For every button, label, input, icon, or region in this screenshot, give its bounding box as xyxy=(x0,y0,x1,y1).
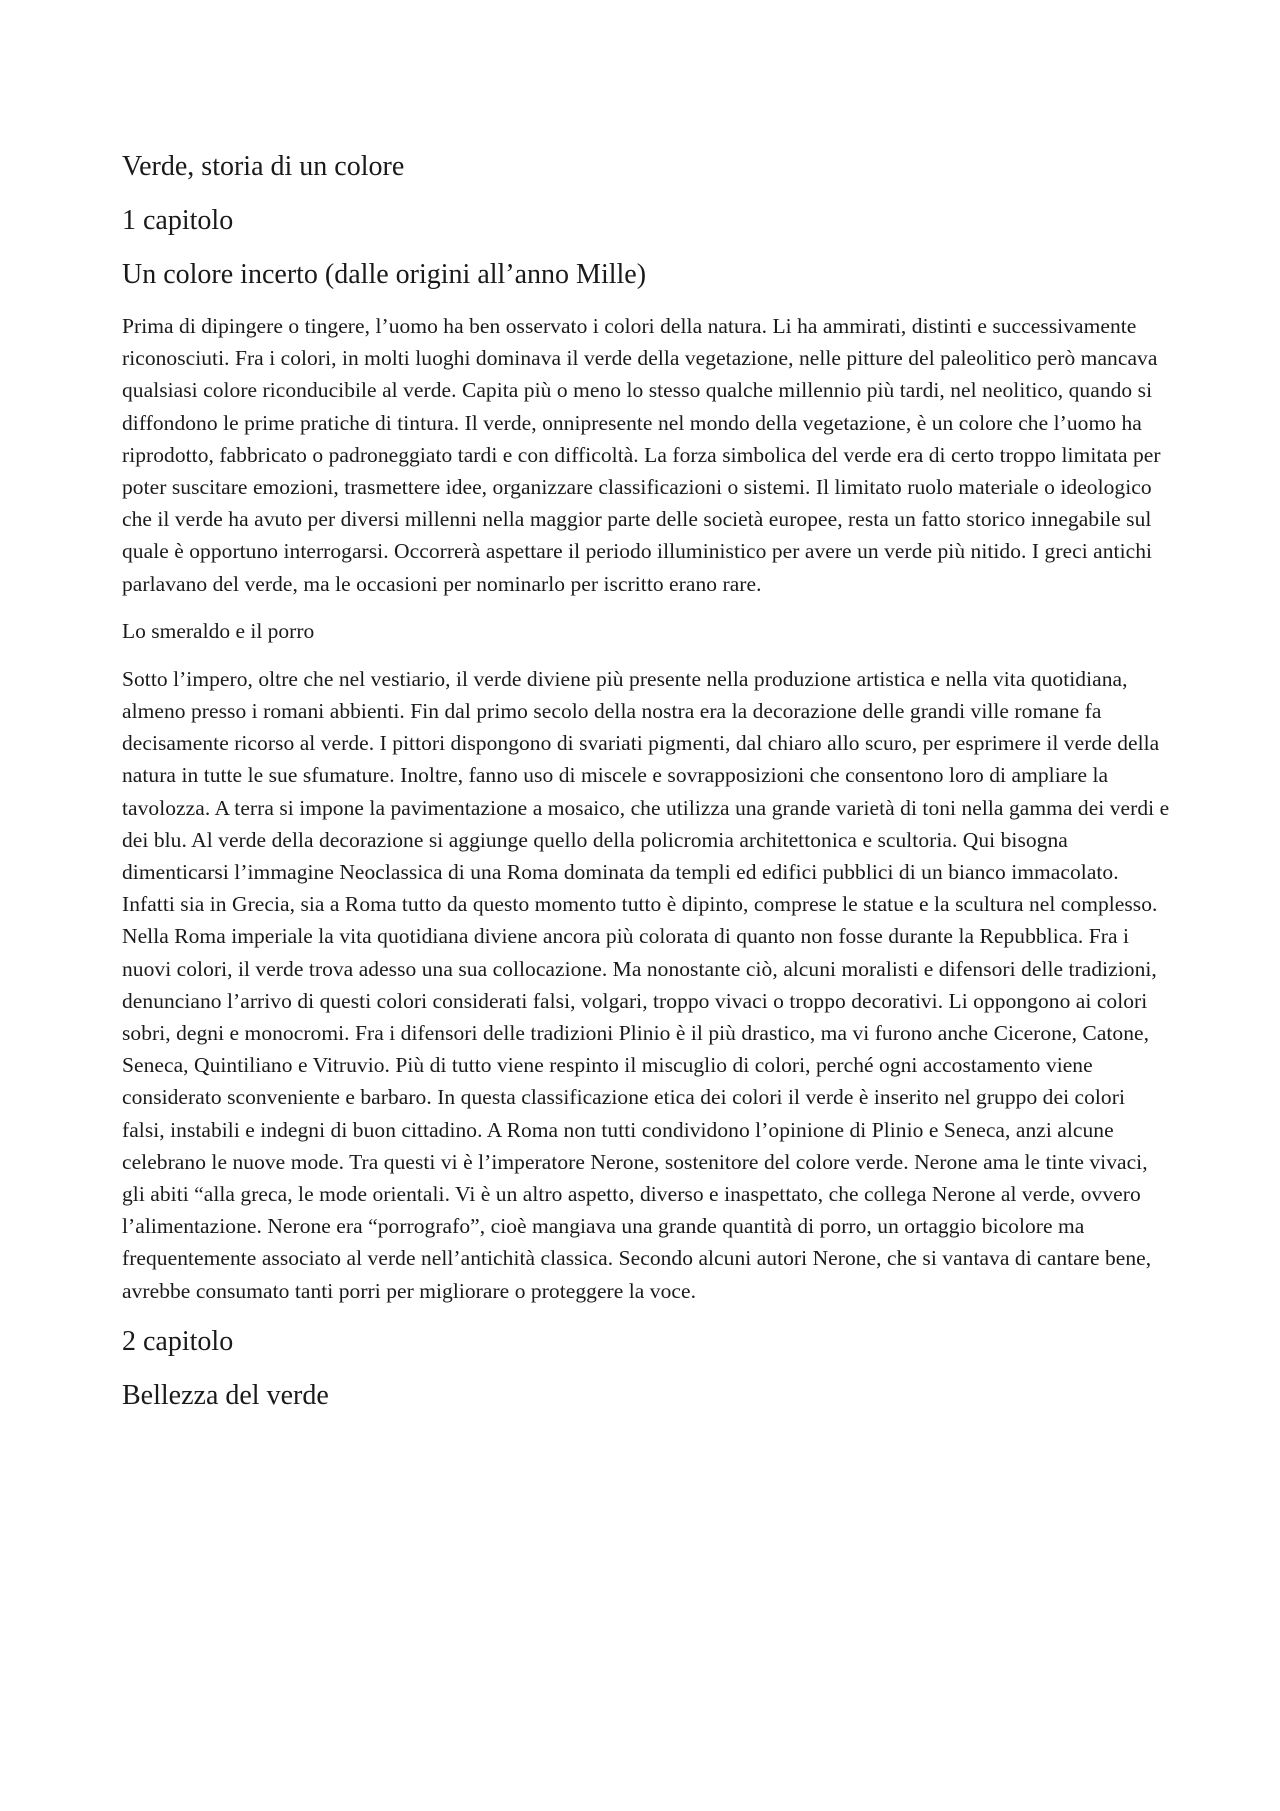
chapter-1-title: Un colore incerto (dalle origini all’anno Mille) xyxy=(122,259,647,290)
paragraph-2: Sotto l’impero, oltre che nel vestiario, il verde diviene più presente nella produzione artistica e nella vita quotidiana, almeno presso i romani abbienti. Fin dal primo secolo della nostra era la decorazione delle grandi ville romane fa decisamente ricorso al verde. I pittori dispongono di svariati pigmenti, dal chiaro allo scuro, per esprimere il verde della natura in tutte le sue sfumature. Inoltre, fanno uso di miscele e sovrapposizioni che consentono loro di ampliare la tavolozza. A terra si impone la pavimentazione a mosaico, che utilizza una grande varietà di toni nella gamma dei verdi e dei blu. Al verde della decorazione si aggiunge quello della policromia architettonica e scultoria. Qui bisogna dimenticarsi l’immagine Neoclassica di una Roma dominata da templi ed edifici pubblici di un bianco immacolato. Infatti sia in Grecia, sia a Roma tutto da questo momento tutto è dipinto, comprese le statue e la scultura nel complesso. Nella Roma imperiale la vita quotidiana diviene ancora più colorata di quanto non fosse durante la Repubblica. Fra i nuovi colori, il verde trova adesso una sua collocazione. Ma nonostante ciò, alcuni moralisti e difensori delle tradizioni, denunciano l’arrivo di questi colori considerati falsi, volgari, troppo vivaci o troppo decorativi. Li oppongono ai colori sobri, degni e monocromi. Fra i difensori delle tradizioni Plinio è il più drastico, ma vi furono anche Cicerone, Catone, Seneca, Quintiliano e Vitruvio. Più di tutto viene respinto il miscuglio di colori, perché ogni accostamento viene considerato sconveniente e barbaro. In questa classificazione etica dei colori il verde è inserito nel gruppo dei colori falsi, instabili e indegni di buon cittadino. A Roma non tutti condividono l’opinione di Plinio e Seneca, anzi alcune celebrano le nuove mode. Tra questi vi è l’imperatore Nerone, sostenitore del colore verde. Nerone ama le tinte vivaci, gli abiti “alla greca, le mode orientali. Vi è un altro aspetto, diverso e inaspettato, che collega Nerone al verde, ovvero l’alimentazione. Nerone era “porrografo”, cioè mangiava una grande quantità di porro, un ortaggio bicolore ma frequentemente associato al verde nell’antichità classica. Secondo alcuni autori Nerone, che si vantava di cantare bene, avrebbe consumato tanti porri per migliorare o proteggere la voce. xyxy=(122,666,1170,1303)
chapter-2-title: Bellezza del verde xyxy=(122,1379,329,1411)
document-page xyxy=(122,150,1172,1413)
chapter-1-label: 1 capitolo xyxy=(122,205,234,236)
chapter-2-label: 2 capitolo xyxy=(122,1325,234,1357)
paragraph-1: Prima di dipingere o tingere, l’uomo ha ben osservato i colori della natura. Li ha ammirati, distinti e successivamente riconosciuti. Fra i colori, in molti luoghi dominava il verde della vegetazione, nelle pitture del paleolitico però mancava qualsiasi colore riconducibile al verde. Capita più o meno lo stesso qualche millennio più tardi, nel neolitico, quando si diffondono le prime pratiche di tintura. Il verde, onnipresente nel mondo della vegetazione, è un colore che l’uomo ha riprodotto, fabbricato o padroneggiato tardi e con difficoltà. La forza simbolica del verde era di certo troppo limitata per poter suscitare emozioni, trasmettere idee, organizzare classificazioni o sistemi. Il limitato ruolo materiale o ideologico che il verde ha avuto per diversi millenni nella maggior parte delle società europee, resta un fatto storico innegabile sul quale è opportuno interrogarsi. Occorrerà aspettare il periodo illuministico per avere un verde più nitido. I greci antichi parlavano del verde, ma le occasioni per nominarlo per iscritto erano rare. xyxy=(122,314,1161,596)
document-title: Verde, storia di un colore xyxy=(122,151,405,182)
section-heading: Lo smeraldo e il porro xyxy=(122,618,315,643)
